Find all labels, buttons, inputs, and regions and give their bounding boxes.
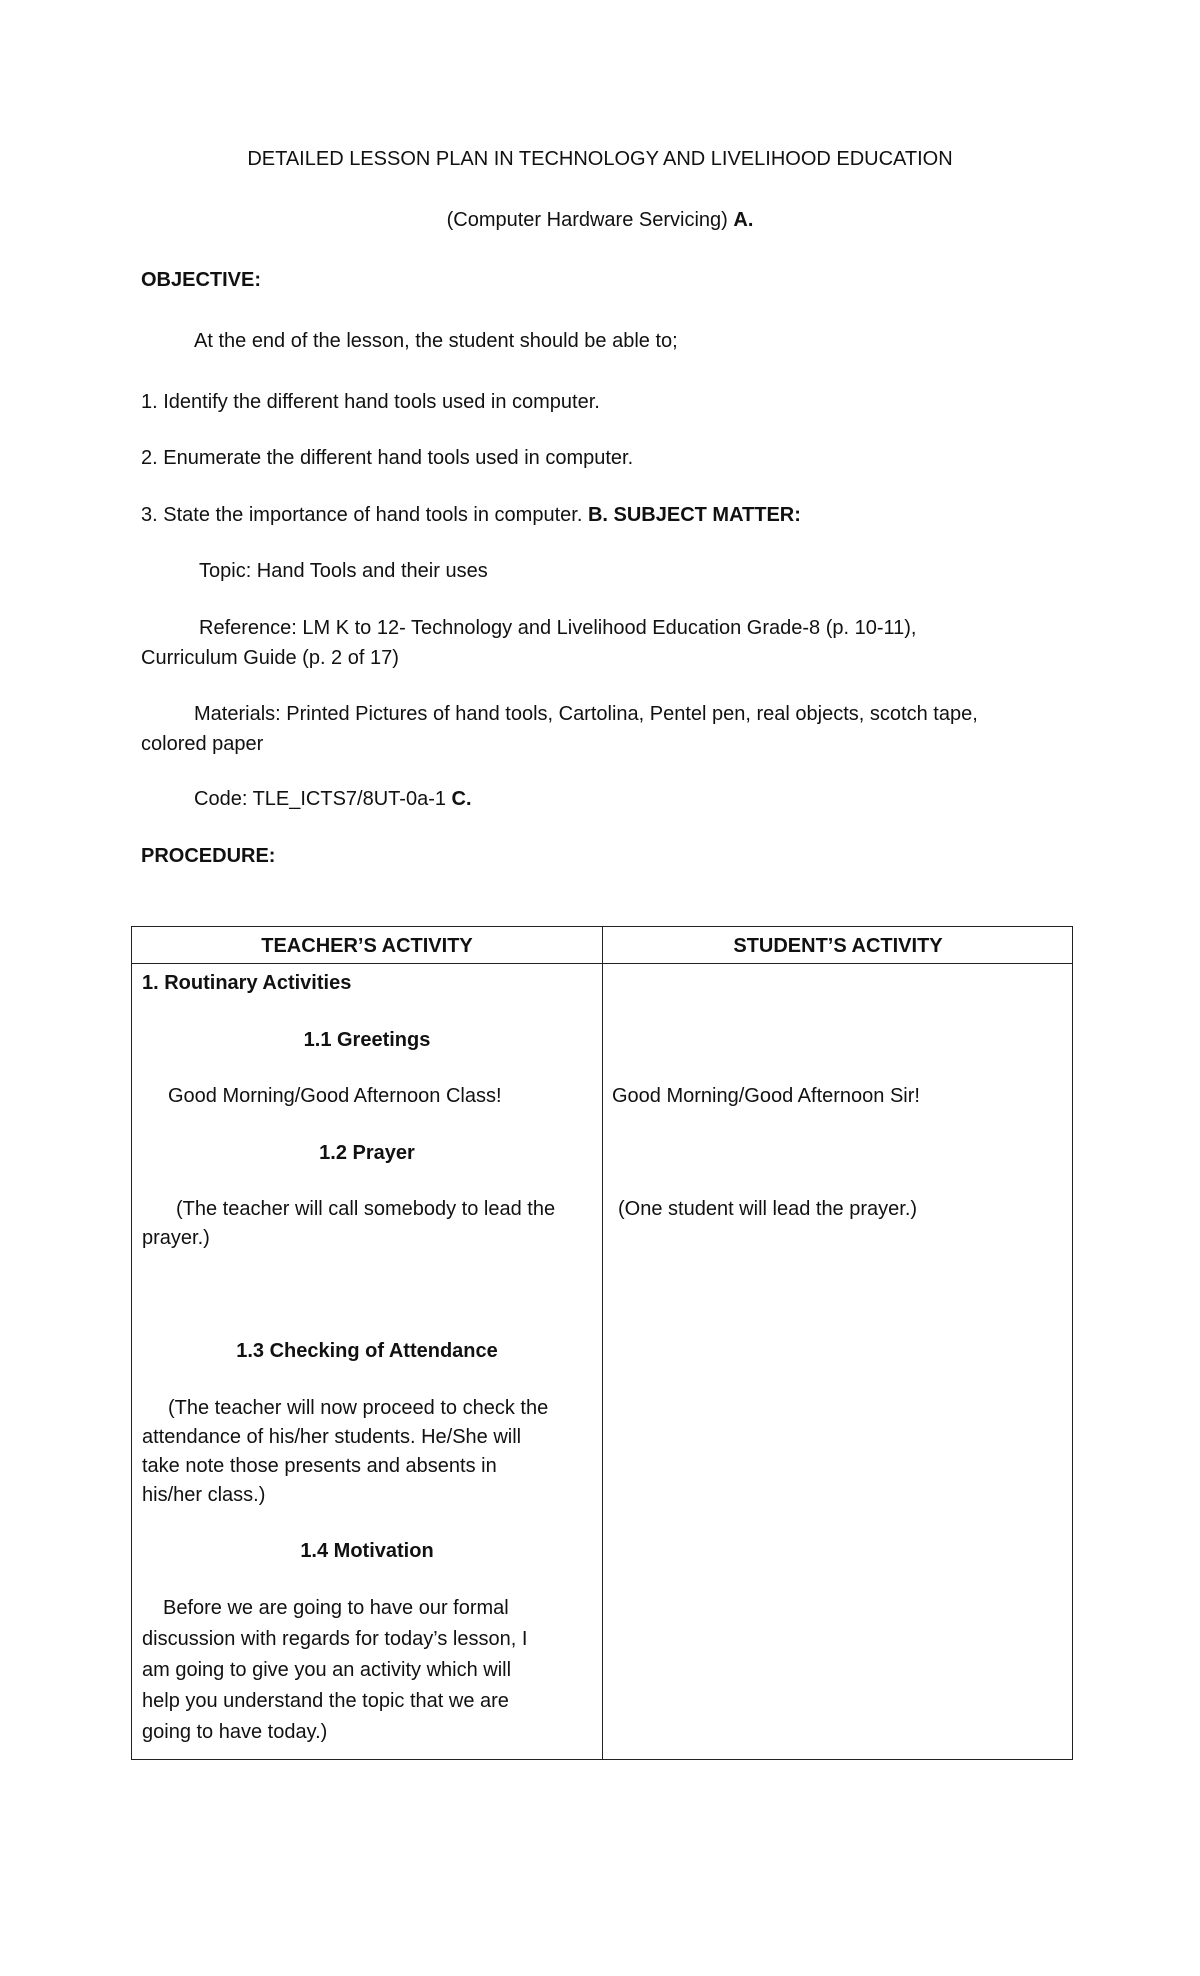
topic-line: Topic: Hand Tools and their uses [199, 560, 488, 582]
greetings-student-text: Good Morning/Good Afternoon Sir! [612, 1085, 920, 1107]
title-text: DETAILED LESSON PLAN IN TECHNOLOGY AND LIVELIHOOD EDUCATION [247, 148, 953, 170]
attendance-line-3: take note those presents and absents in [142, 1455, 497, 1477]
reference-line-1: Reference: LM K to 12- Technology and Livelihood Education Grade-8 (p. 10-11), [199, 617, 917, 639]
objective-item-3-text: 3. State the importance of hand tools in computer. [141, 504, 583, 526]
motivation-line-1: Before we are going to have our formal [163, 1597, 509, 1619]
section-marker-c: C. [451, 788, 472, 810]
materials-line-1: Materials: Printed Pictures of hand tools, Cartolina, Pentel pen, real objects, scotch tape, [194, 703, 978, 725]
table-header-divider [132, 963, 1072, 964]
routinary-activities-heading: 1. Routinary Activities [142, 972, 352, 994]
objective-intro: At the end of the lesson, the student should be able to; [194, 330, 678, 352]
materials-line-2: colored paper [141, 733, 264, 755]
objective-item-1: 1. Identify the different hand tools used in computer. [141, 391, 600, 413]
subtitle-text: (Computer Hardware Servicing) [446, 209, 728, 231]
reference-line-2: Curriculum Guide (p. 2 of 17) [141, 647, 399, 669]
attendance-heading: 1.3 Checking of Attendance [236, 1340, 498, 1362]
prayer-heading: 1.2 Prayer [319, 1142, 415, 1164]
attendance-line-4: his/her class.) [142, 1484, 266, 1506]
prayer-teacher-line-2: prayer.) [142, 1227, 210, 1249]
code-line [194, 784, 472, 814]
attendance-line-2: attendance of his/her students. He/She will [142, 1426, 522, 1448]
procedure-table [131, 926, 1073, 1760]
attendance-line-1: (The teacher will now proceed to check the [168, 1397, 549, 1419]
motivation-line-4: help you understand the topic that we are [142, 1690, 509, 1712]
greetings-heading: 1.1 Greetings [303, 1029, 431, 1051]
section-marker-a: A. [733, 209, 754, 231]
subject-matter-heading: B. SUBJECT MATTER: [587, 504, 801, 526]
table-column-divider [602, 927, 603, 1759]
motivation-heading: 1.4 Motivation [300, 1540, 434, 1562]
prayer-student-text: (One student will lead the prayer.) [618, 1198, 918, 1220]
objective-item-2: 2. Enumerate the different hand tools used in computer. [141, 447, 634, 469]
document-subtitle [0, 205, 1200, 235]
prayer-teacher-line-1: (The teacher will call somebody to lead the [176, 1198, 556, 1220]
motivation-line-2: discussion with regards for today’s lesson, I [142, 1628, 528, 1650]
code-text: Code: TLE_ICTS7/8UT-0a-1 [194, 788, 446, 810]
teacher-activity-header: TEACHER’S ACTIVITY [261, 935, 473, 957]
document-title [0, 144, 1200, 174]
motivation-line-5: going to have today.) [142, 1721, 328, 1743]
objective-heading: OBJECTIVE: [141, 269, 262, 291]
procedure-heading: PROCEDURE: [141, 845, 276, 867]
student-activity-header: STUDENT’S ACTIVITY [733, 935, 943, 957]
greetings-teacher-text: Good Morning/Good Afternoon Class! [168, 1085, 502, 1107]
objective-item-3 [141, 500, 801, 530]
motivation-line-3: am going to give you an activity which will [142, 1659, 512, 1681]
